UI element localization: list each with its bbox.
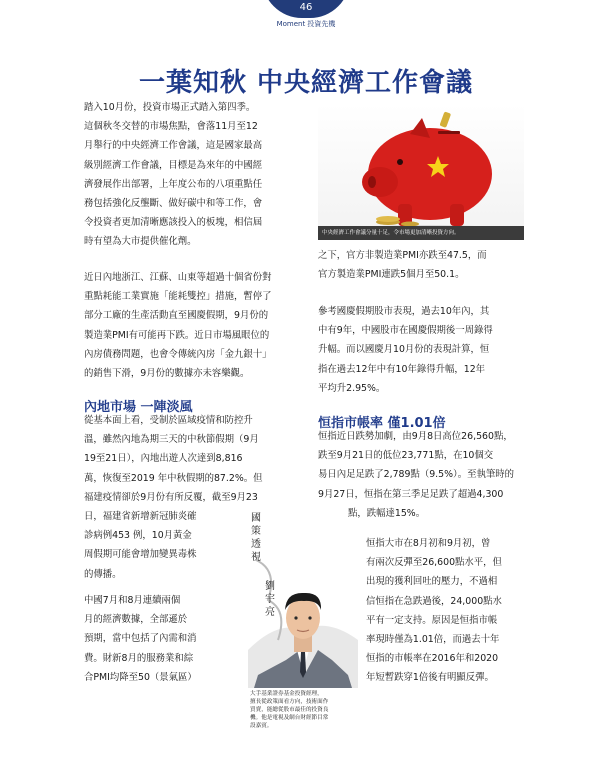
paragraph-pmi: 之下，官方非製造業PMI亦跌至47.5，而 官方製造業PMI連跌5個月至50.1。 [318,250,487,281]
section-heading-mainland: 內地市場 一陣淡風 [84,400,193,415]
page-number: 46 [299,2,313,13]
author-name-label: 劉宇亮 [265,581,275,618]
paragraph-energy-controls: 近日內地浙江、江蘇、山東等超過十個省份對 重點耗能工業實施「能耗雙控」措施，暫停了 部分工廠的生產活動直至國慶假期，9月份的 製造業PMI有可能再下跌。近日市場風眼位的 內房債務問題，也會令傳統內房「金九銀十」 的銷售下滑，9月份的數據亦未容樂觀。 [84,272,272,380]
piggy-bank-photo [318,104,524,240]
paragraph-economic-data: 中國7月和8月連續兩個 月的經濟數據，全部遜於 預期，當中包括了內需和消 費。財新8月的服務業和綜 合PMI均降至50（景氣區） [84,595,197,683]
column-name-label: 國策透視 [251,513,261,563]
section-name: Moment 投資先機 [276,20,336,28]
intro-paragraph: 踏入10月份，投資市場正式踏入第四季。 這個秋冬交替的市場焦點，會落11月至12 月舉行的中央經濟工作會議，這是國家最高 級別經濟工作會議，目標是為來年的中國經 濟發展作出部署，上年度公布的八項重點任 務包括強化反壟斷、做好碳中和等工作，會 令投資者更加清晰應該投入的板塊，相信屆 時有望為大市提供催化劑。 [84,102,263,248]
paragraph-hsi-support: 恒指大市在8月初和9月初，曾 有兩次反彈至26,600點水平，但 出現的獲利回吐的壓力，不過相 信恒指在急跌過後，24,000點水 平有一定支持。原因是恒指市帳 率現時僅為1.01倍，而過去十年 恒指的市帳率在2016年和2020 年短暫跌穿1倍後有明顯反彈。 [366,538,502,684]
paragraph-fundamentals: 從基本面上看，受制於區域疫情和防控升 溫，雖然內地為期三天的中秋節假期（9月 19至21日），內地出遊人次達到8,816 萬，恢復至2019 年中秋假期的87.2%。但 福建疫情卻於9月份有所反覆，截至9月23 日，福建省新增新冠肺炎確 診病例453 例，10月黃金 周假期可能會增加變異毒株 的傳播。 [84,415,263,580]
section-heading-hsi: 恒指市帳率 僅1.01倍 [318,416,446,431]
article-title: 一葉知秋 中央經濟工作會議 [138,68,474,98]
author-bio: 大手基業證券基金投資經理， 擅長從政策面看方向，技術面作 買賣，能總從股市最佳的投資良 機。他是電視及網台財經節目常 設嘉賓。 [248,688,360,732]
paragraph-national-day: 參考國慶假期股市表現，過去10年內，其 中有9年，中國股市在國慶假期後一周錄得 升幅。而以國慶月10月份的表現計算，恒 指在過去12年中有10年錄得升幅，12年 平均升2.95%。 [318,306,493,394]
photo-caption: 中央經濟工作會議分量十足，令市場更加清晰投資方向。 [318,226,524,240]
paragraph-hsi-decline: 恒指近日跌勢加劇，由9月8日高位26,560點， 跌至9月21日的低位23,771點，在10個交 易日內足足跌了2,789點（9.5%）。至執筆時的 9月27日，恒指在第三季足足跌了超過4,300 點，跌幅達15%。 [318,431,514,519]
